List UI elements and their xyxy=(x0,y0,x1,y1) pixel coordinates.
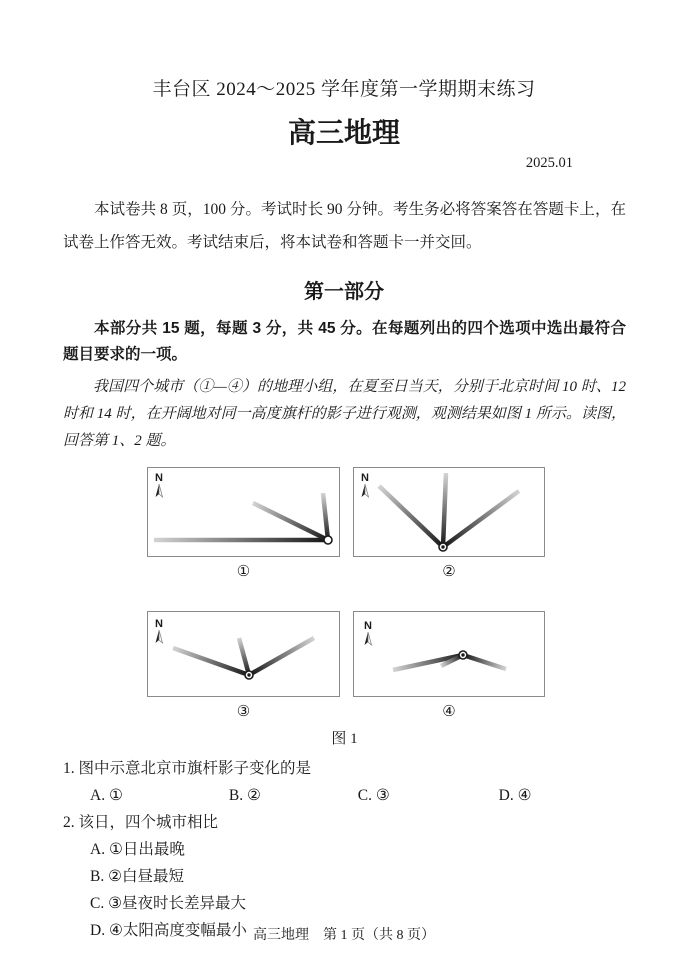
question-2-option-b: B. ②白昼最短 xyxy=(90,868,184,885)
figure-panel-cell-3 xyxy=(147,611,340,721)
subject-title: 高三地理 xyxy=(287,117,400,148)
question-1-option-c: C. ③ xyxy=(357,787,390,804)
exam-instructions: 本试卷共 8 页，100 分。考试时长 90 分钟。考生务必将答案答在答题卡上，在试卷上作答无效。考试结束后，将本试卷和答题卡一并交回。 xyxy=(63,201,626,251)
question-1-stem: 图中示意北京市旗杆影子变化的是 xyxy=(78,760,312,777)
question-2-option-d: D. ④太阳高度变幅最小 xyxy=(90,922,247,939)
question-stem-intro: 我国四个城市（①—④）的地理小组，在夏至日当天，分别于北京时间 10 时、12 时和 14 时，在开阔地对同一高度旗杆的影子进行观测，观测结果如图 1 所示。读图，回答第 1、2 题。 xyxy=(63,379,626,449)
question-2-number: 2. xyxy=(63,814,75,831)
shadow-bar xyxy=(443,473,446,547)
shadow-bar xyxy=(323,493,328,540)
panel-label-3: ③ xyxy=(236,704,251,720)
section-instructions: 本部分共 15 题，每题 3 分，共 45 分。在每题列出的四个选项中选出最符合题目要求的一项。 xyxy=(63,320,626,363)
question-1-option-a: A. ① xyxy=(90,787,123,804)
figure-panel-cell-2 xyxy=(353,467,545,581)
panel-label-2: ② xyxy=(442,564,456,580)
section-heading: 第一部分 xyxy=(304,281,384,303)
north-arrow-icon xyxy=(364,620,372,645)
question-1-options xyxy=(63,782,626,809)
question-2-option-a: A. ①日出最晚 xyxy=(90,841,185,858)
figure-panel-cell-1 xyxy=(147,467,340,581)
shadow-bar xyxy=(249,638,314,675)
shadow-diagram-4 xyxy=(353,611,545,697)
page-footer: 高三地理 第 1 页（共 8 页） xyxy=(253,928,435,943)
flagpole-base xyxy=(324,536,332,544)
shadow-bar xyxy=(443,491,519,547)
shadow-diagram-3 xyxy=(147,611,340,697)
figure-panel-cell-4 xyxy=(353,611,545,721)
question-1 xyxy=(63,755,626,782)
shadow-bar xyxy=(463,655,506,669)
svg-text:N: N xyxy=(155,618,163,630)
question-2-option-c: C. ③昼夜时长差异最大 xyxy=(90,895,246,912)
question-list xyxy=(63,755,626,944)
shadow-bar xyxy=(379,486,443,547)
svg-text:N: N xyxy=(155,472,163,484)
figure-1 xyxy=(147,467,688,721)
shadow-diagram-1 xyxy=(147,467,340,557)
svg-text:N: N xyxy=(364,620,372,632)
question-1-number: 1. xyxy=(63,760,75,777)
north-arrow-icon xyxy=(361,472,369,497)
question-1-option-d: D. ④ xyxy=(498,787,532,804)
shadow-diagram-2 xyxy=(353,467,545,557)
exam-date: 2025.01 xyxy=(525,155,573,171)
question-2 xyxy=(63,809,626,836)
panel-label-1: ① xyxy=(236,564,251,580)
panel-label-4: ④ xyxy=(442,704,456,720)
page-title: 丰台区 2024～2025 学年度第一学期期末练习 xyxy=(152,79,536,100)
figure-caption: 图 1 xyxy=(331,731,358,747)
shadow-bar xyxy=(173,648,249,675)
north-arrow-icon xyxy=(155,472,163,497)
question-2-stem: 该日，四个城市相比 xyxy=(78,814,219,831)
shadow-bar xyxy=(253,503,328,540)
question-1-option-b: B. ② xyxy=(228,787,261,804)
shadow-bar xyxy=(239,638,249,675)
svg-text:N: N xyxy=(361,472,369,484)
north-arrow-icon xyxy=(155,618,163,643)
